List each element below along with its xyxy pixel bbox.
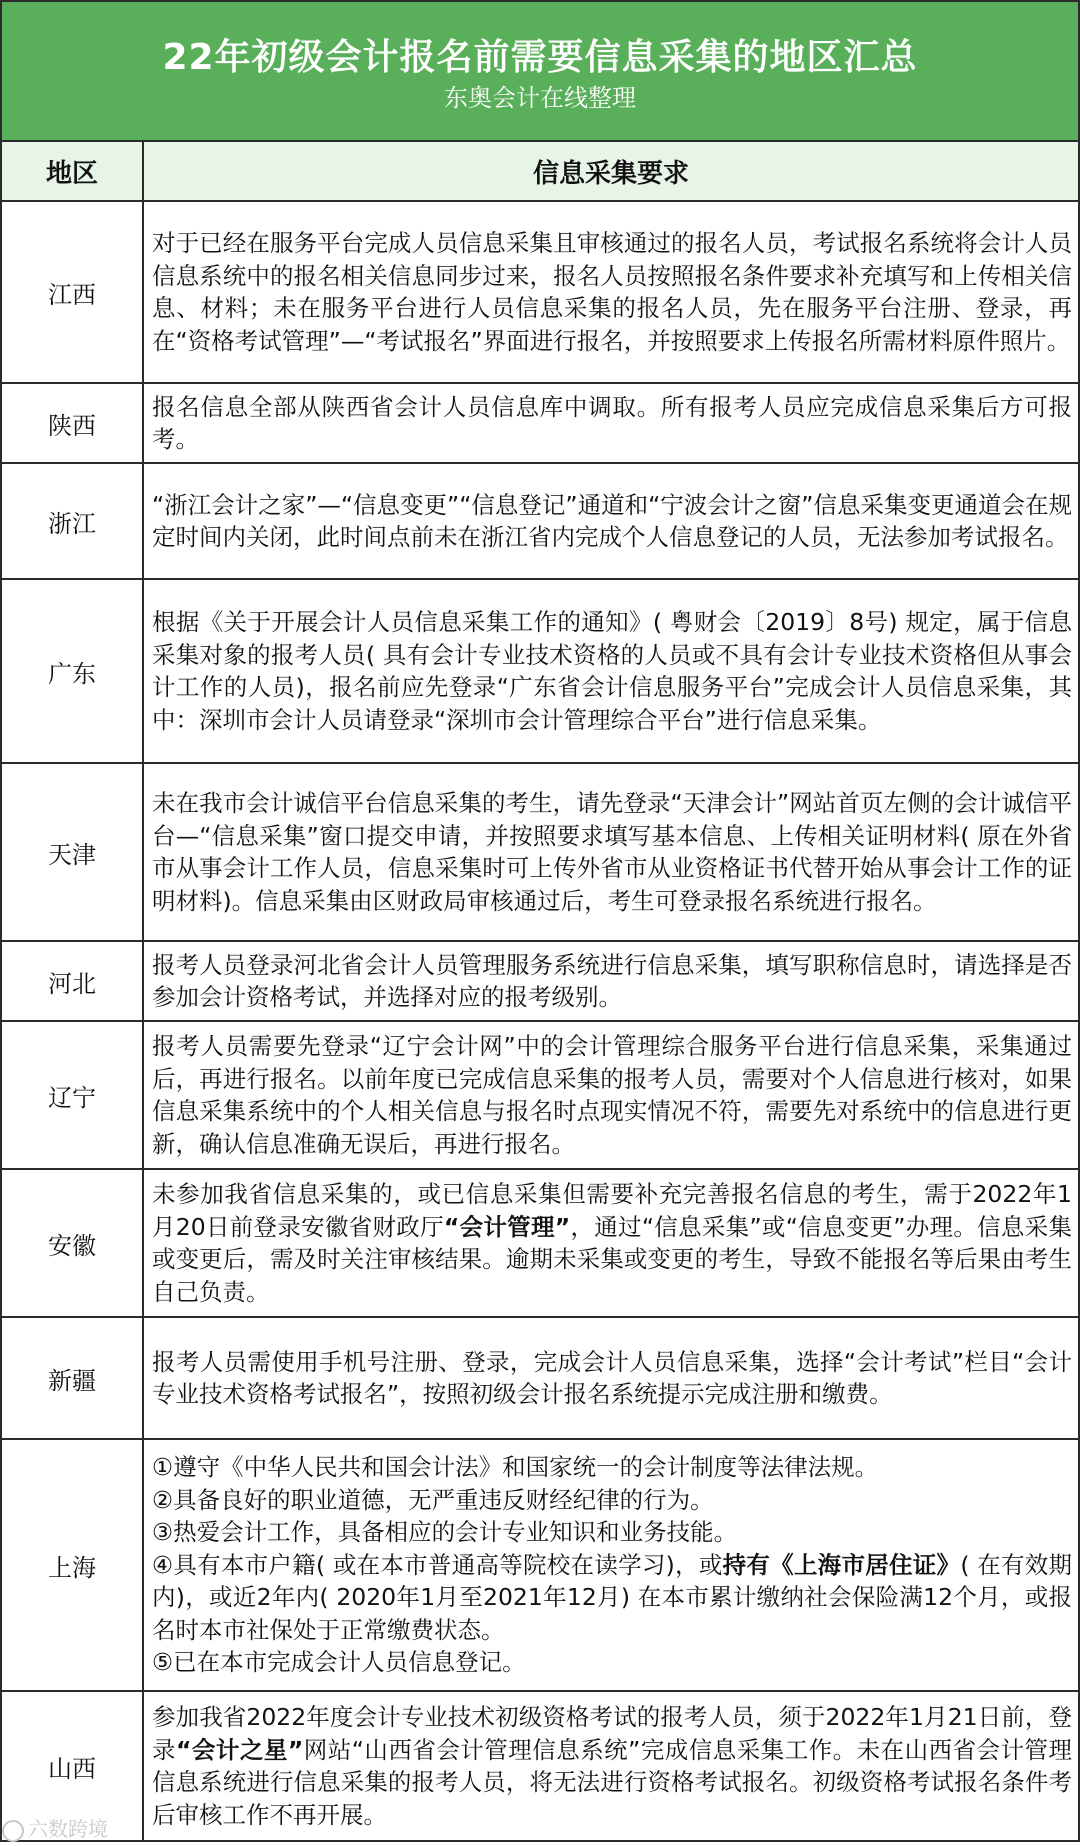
region-cell: 陕西 (1, 383, 143, 463)
requirement-text: 网站“山西省会计管理信息系统”完成信息采集工作。未在山西省会计管理信息系统进行信息采集的报考人员，将无法进行资格考试报名。初级资格考试报名条件考后审核工作不再开展。 (152, 1735, 1072, 1829)
requirement-cell: 报考人员登录河北省会计人员管理服务系统进行信息采集，填写职称信息时，请选择是否参加会计资格考试，并选择对应的报考级别。 (143, 941, 1079, 1021)
table-row (1, 763, 1079, 941)
requirement-cell (143, 1169, 1079, 1317)
table-row (1, 1691, 1079, 1841)
table-row (1, 1317, 1079, 1439)
table-row (1, 383, 1079, 463)
region-cell: 江西 (1, 201, 143, 383)
requirement-text: ④具有本市户籍( 或在本市普通高等院校在读学习)，或 (152, 1550, 723, 1579)
page-title: 22年初级会计报名前需要信息采集的地区汇总 (162, 37, 918, 78)
requirement-text: ，通过“信息采集”或“信息变更”办理。信息采集或变更后，需及时关注审核结果。逾期未采集或变更的考生，导致不能报名等后果由考生自己负责。 (152, 1212, 1072, 1306)
region-cell: 安徽 (1, 1169, 143, 1317)
requirement-item: ③热爱会计工作，具备相应的会计专业知识和业务技能。 (152, 1518, 738, 1547)
requirement-cell: 未在我市会计诚信平台信息采集的考生，请先登录“天津会计”网站首页左侧的会计诚信平台—“信息采集”窗口提交申请，并按照要求填写基本信息、上传相关证明材料( 原在外省市从事会计工作人员，信息采集时可上传外省市从业资格证书代替开始从事会计工作的证明材料)。信息采集由区财政局审核通过后，考生可登录报名系统进行报名。 (143, 763, 1079, 941)
requirement-cell: “浙江会计之家”—“信息变更”“信息登记”通道和“宁波会计之窗”信息采集变更通道会在规定时间内关闭，此时间点前未在浙江省内完成个人信息登记的人员，无法参加考试报名。 (143, 463, 1079, 579)
table-row (1, 201, 1079, 383)
requirement-cell (143, 1439, 1079, 1691)
column-header-requirement: 信息采集要求 (143, 141, 1079, 201)
requirement-cell: 报名信息全部从陕西省会计人员信息库中调取。所有报考人员应完成信息采集后方可报考。 (143, 383, 1079, 463)
requirement-item: ⑤已在本市完成会计人员信息登记。 (152, 1648, 526, 1677)
requirement-item: ①遵守《中华人民共和国会计法》和国家统一的会计制度等法律法规。 (152, 1453, 879, 1482)
table-row (1, 579, 1079, 763)
requirement-highlight: 持有《上海市居住证》 (722, 1550, 961, 1579)
table-row (1, 941, 1079, 1021)
requirement-cell: 根据《关于开展会计人员信息采集工作的通知》( 粤财会〔2019〕8号) 规定，属于信息采集对象的报考人员( 具有会计专业技术资格的人员或不具有会计专业技术资格但从事会计工作的人员)，报名前应先登录“广东省会计信息服务平台”完成会计人员信息采集，其中：深圳市会计人员请登录“深圳市会计管理综合平台”进行信息采集。 (143, 579, 1079, 763)
region-cell: 上海 (1, 1439, 143, 1691)
region-cell: 浙江 (1, 463, 143, 579)
requirement-text: ( 在有效期内)，或近2年内( 2020年1月至2021年12月) 在本市累计缴纳社会保险满12个月，或报名时本市社保处于正常缴费状态。 (152, 1550, 1073, 1644)
watermark-text: 六数跨境 (28, 1817, 108, 1841)
column-header-region: 地区 (1, 141, 143, 201)
table-row (1, 1169, 1079, 1317)
requirement-item: ②具备良好的职业道德，无严重违反财经纪律的行为。 (152, 1485, 714, 1514)
requirement-text: 未参加我省信息采集的，或已信息采集但需要补充完善报名信息的考生，需于2022年1月20日前登录安徽省财政厅 (152, 1180, 1072, 1241)
region-cell: 河北 (1, 941, 143, 1021)
region-cell: 天津 (1, 763, 143, 941)
table-row (1, 463, 1079, 579)
requirement-cell (143, 1691, 1079, 1841)
requirement-cell: 报考人员需使用手机号注册、登录，完成会计人员信息采集，选择“会计考试”栏目“会计专业技术资格考试报名”，按照初级会计报名系统提示完成注册和缴费。 (143, 1317, 1079, 1439)
header-banner (0, 0, 1080, 140)
requirement-highlight: “会计管理” (443, 1212, 571, 1241)
region-cell: 山西 (1, 1691, 143, 1841)
watermark-logo-icon (2, 1820, 24, 1842)
requirement-text: 参加我省2022年度会计专业技术初级资格考试的报考人员，须于2022年1月21日前，登录 (152, 1703, 1072, 1764)
table-header-row (1, 141, 1079, 201)
region-cell: 广东 (1, 579, 143, 763)
region-table (0, 140, 1080, 1842)
requirement-highlight: “会计之星” (175, 1735, 304, 1764)
table-row (1, 1439, 1079, 1691)
requirement-item (152, 1549, 1072, 1647)
region-cell: 辽宁 (1, 1021, 143, 1169)
watermark (2, 1813, 108, 1842)
table-row (1, 1021, 1079, 1169)
page-subtitle: 东奥会计在线整理 (444, 84, 636, 112)
region-cell: 新疆 (1, 1317, 143, 1439)
requirement-cell: 报考人员需要先登录“辽宁会计网”中的会计管理综合服务平台进行信息采集，采集通过后，再进行报名。以前年度已完成信息采集的报考人员，需要对个人信息进行核对，如果信息采集系统中的个人相关信息与报名时点现实情况不符，需要先对系统中的信息进行更新，确认信息准确无误后，再进行报名。 (143, 1021, 1079, 1169)
requirement-cell: 对于已经在服务平台完成人员信息采集且审核通过的报名人员，考试报名系统将会计人员信息系统中的报名相关信息同步过来，报名人员按照报名条件要求补充填写和上传相关信息、材料；未在服务平台进行人员信息采集的报名人员，先在服务平台注册、登录，再在“资格考试管理”—“考试报名”界面进行报名，并按照要求上传报名所需材料原件照片。 (143, 201, 1079, 383)
